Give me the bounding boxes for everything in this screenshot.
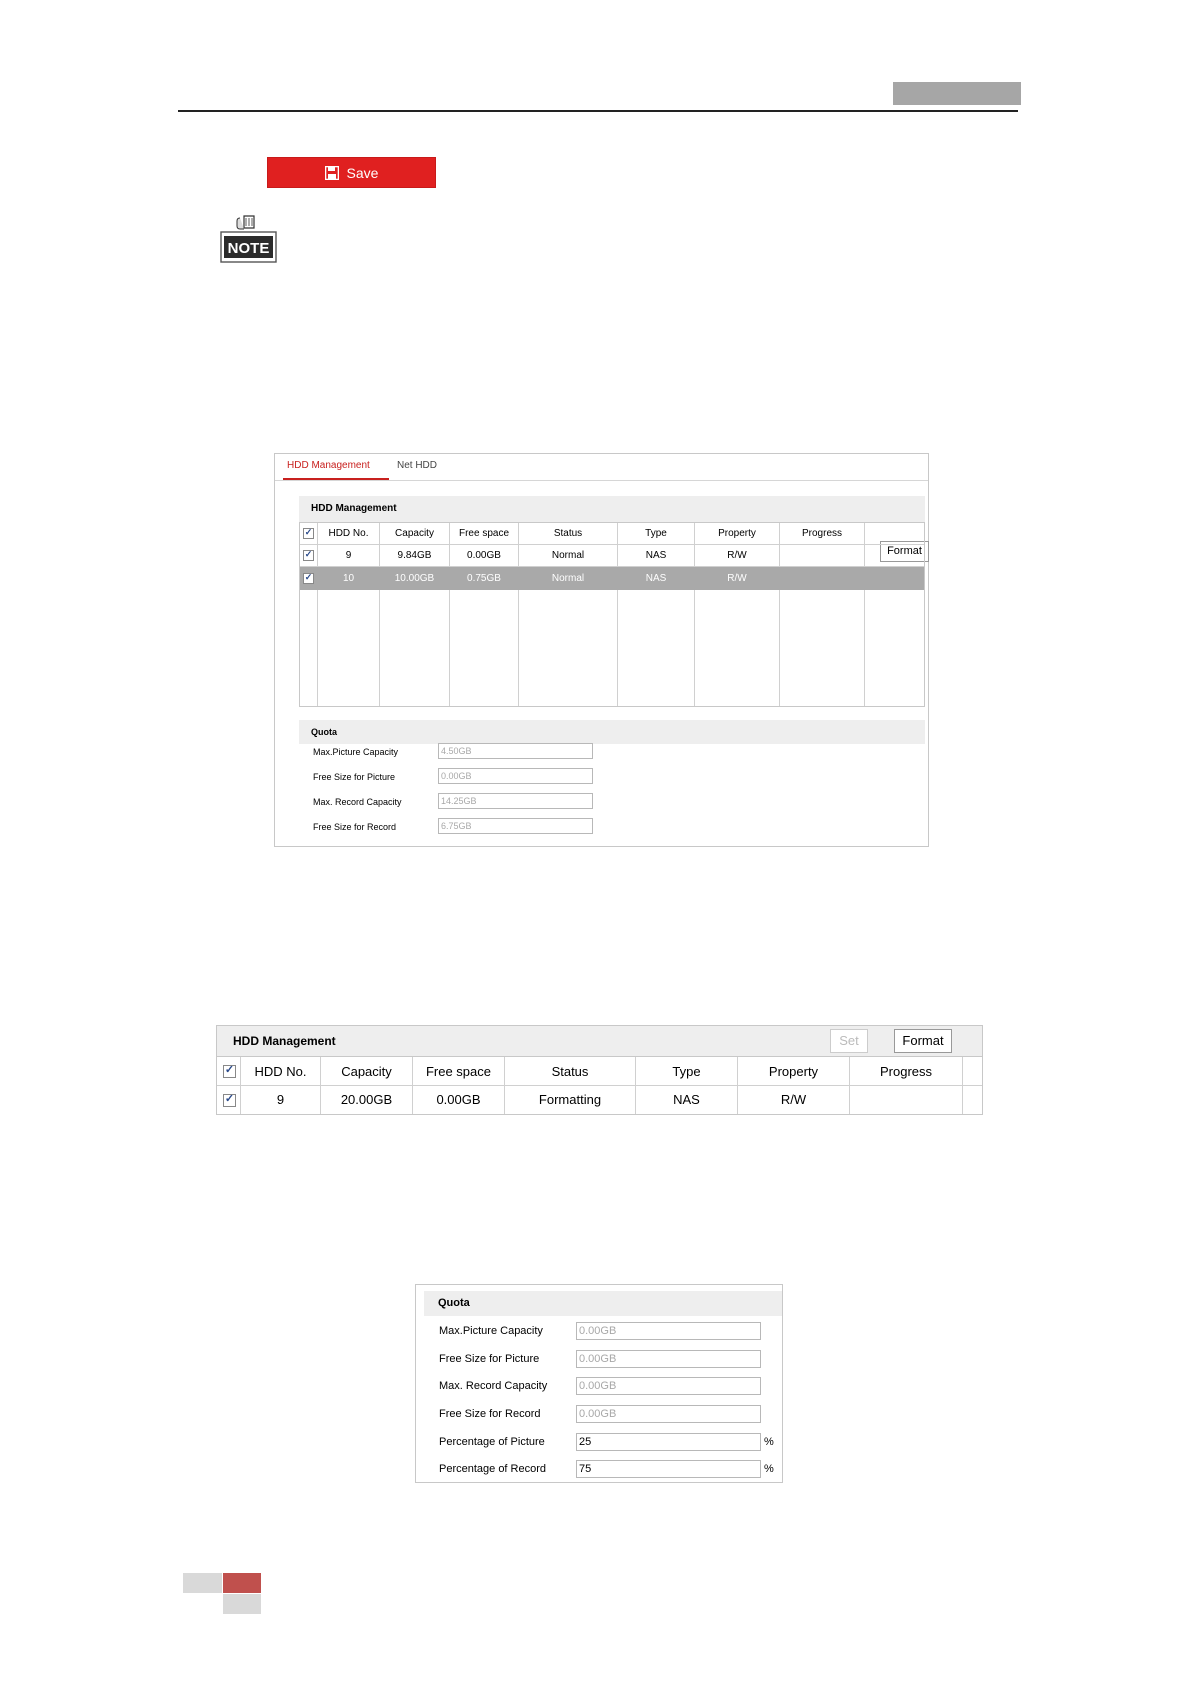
cell-property: R/W bbox=[780, 1092, 807, 1107]
tab-hdd-management[interactable]: HDD Management bbox=[283, 454, 389, 480]
quota-label-percentage-record: Percentage of Record bbox=[439, 1463, 547, 1475]
select-all-checkbox[interactable] bbox=[223, 1065, 236, 1078]
quota-section-header: Quota bbox=[299, 720, 925, 744]
col-type: Type bbox=[645, 528, 667, 539]
percent-unit: % bbox=[764, 1463, 774, 1475]
col-free-space: Free space bbox=[425, 1064, 492, 1079]
cell-free-space: 0.00GB bbox=[436, 1092, 481, 1107]
format-button[interactable]: Format bbox=[894, 1029, 952, 1053]
percent-unit: % bbox=[764, 1436, 774, 1448]
col-capacity: Capacity bbox=[341, 1064, 392, 1079]
quota-label-free-picture: Free Size for Picture bbox=[439, 1353, 540, 1365]
cell-status: Normal bbox=[551, 550, 585, 561]
hdd-management-panel bbox=[274, 453, 929, 847]
free-size-picture-field[interactable]: 0.00GB bbox=[576, 1350, 761, 1368]
cell-free-space: 0.75GB bbox=[467, 573, 501, 584]
note-icon-label: NOTE bbox=[227, 240, 270, 257]
quota-panel bbox=[415, 1284, 783, 1483]
set-button[interactable]: Set bbox=[830, 1029, 868, 1053]
table-row[interactable] bbox=[217, 1086, 982, 1114]
cell-capacity: 9.84GB bbox=[397, 550, 432, 561]
note-icon bbox=[218, 214, 278, 264]
header-gray-block bbox=[893, 82, 1021, 105]
quota-label-free-record: Free Size for Record bbox=[439, 1408, 541, 1420]
percentage-record-field[interactable]: 75 bbox=[576, 1460, 761, 1478]
free-size-record-field[interactable]: 6.75GB bbox=[438, 818, 593, 834]
cell-type: NAS bbox=[645, 550, 667, 561]
hdd-section-title: HDD Management bbox=[233, 1034, 336, 1048]
tab-net-hdd[interactable]: Net HDD bbox=[397, 460, 438, 471]
col-property: Property bbox=[768, 1064, 819, 1079]
cell-free-space: 0.00GB bbox=[467, 550, 501, 561]
cell-type: NAS bbox=[645, 573, 667, 584]
footer-block-gray bbox=[183, 1573, 222, 1593]
header-rule bbox=[178, 110, 1018, 112]
cell-status: Normal bbox=[551, 573, 585, 584]
free-size-picture-field[interactable]: 0.00GB bbox=[438, 768, 593, 784]
table-row[interactable] bbox=[300, 545, 924, 567]
hdd-table bbox=[217, 1056, 982, 1114]
table-header-row bbox=[300, 523, 924, 545]
save-button[interactable] bbox=[267, 157, 436, 188]
col-hdd-no: HDD No. bbox=[328, 528, 369, 539]
cell-hdd-no: 10 bbox=[342, 573, 355, 584]
col-capacity: Capacity bbox=[395, 528, 434, 539]
col-status: Status bbox=[551, 1064, 589, 1079]
col-progress: Progress bbox=[801, 528, 842, 539]
hdd-section-title: HDD Management bbox=[311, 503, 397, 514]
row-checkbox[interactable] bbox=[223, 1094, 236, 1107]
table-header-row bbox=[217, 1057, 982, 1086]
quota-label-percentage-picture: Percentage of Picture bbox=[439, 1436, 545, 1448]
col-free-space: Free space bbox=[458, 528, 510, 539]
save-button-label: Save bbox=[346, 164, 379, 181]
cell-property: R/W bbox=[727, 573, 747, 584]
percentage-picture-field[interactable]: 25 bbox=[576, 1433, 761, 1451]
free-size-record-field[interactable]: 0.00GB bbox=[576, 1405, 761, 1423]
col-progress: Progress bbox=[879, 1064, 933, 1079]
max-picture-capacity-field[interactable]: 0.00GB bbox=[576, 1322, 761, 1340]
cell-status: Formatting bbox=[538, 1092, 602, 1107]
col-type: Type bbox=[672, 1064, 701, 1079]
max-picture-capacity-field[interactable]: 4.50GB bbox=[438, 743, 593, 759]
hdd-table bbox=[299, 522, 925, 707]
footer-block-gray-lower bbox=[223, 1594, 261, 1614]
col-property: Property bbox=[718, 528, 756, 539]
footer-block-red bbox=[223, 1573, 261, 1593]
floppy-disk-icon bbox=[325, 166, 339, 180]
quota-label-free-record: Free Size for Record bbox=[313, 822, 397, 832]
cell-type: NAS bbox=[673, 1092, 700, 1107]
col-hdd-no: HDD No. bbox=[254, 1064, 307, 1079]
cell-hdd-no: 9 bbox=[345, 550, 352, 561]
max-record-capacity-field[interactable]: 14.25GB bbox=[438, 793, 593, 809]
quota-label-max-picture: Max.Picture Capacity bbox=[313, 747, 399, 757]
tab-bar bbox=[275, 454, 928, 481]
quota-label-free-picture: Free Size for Picture bbox=[313, 772, 396, 782]
row-checkbox[interactable] bbox=[303, 550, 314, 561]
cell-hdd-no: 9 bbox=[276, 1092, 285, 1107]
quota-section-header: Quota bbox=[424, 1291, 782, 1316]
quota-label-max-record: Max. Record Capacity bbox=[439, 1380, 548, 1392]
cell-property: R/W bbox=[727, 550, 747, 561]
cell-capacity: 10.00GB bbox=[394, 573, 435, 584]
col-status: Status bbox=[553, 528, 583, 539]
table-row-selected[interactable] bbox=[300, 567, 924, 590]
select-all-checkbox[interactable] bbox=[303, 528, 314, 539]
cell-capacity: 20.00GB bbox=[340, 1092, 393, 1107]
format-button[interactable]: Format bbox=[880, 541, 929, 562]
quota-label-max-picture: Max.Picture Capacity bbox=[439, 1325, 543, 1337]
row-checkbox[interactable] bbox=[303, 573, 314, 584]
max-record-capacity-field[interactable]: 0.00GB bbox=[576, 1377, 761, 1395]
hdd-management-formatting-panel bbox=[216, 1025, 983, 1115]
quota-label-max-record: Max. Record Capacity bbox=[313, 797, 402, 807]
